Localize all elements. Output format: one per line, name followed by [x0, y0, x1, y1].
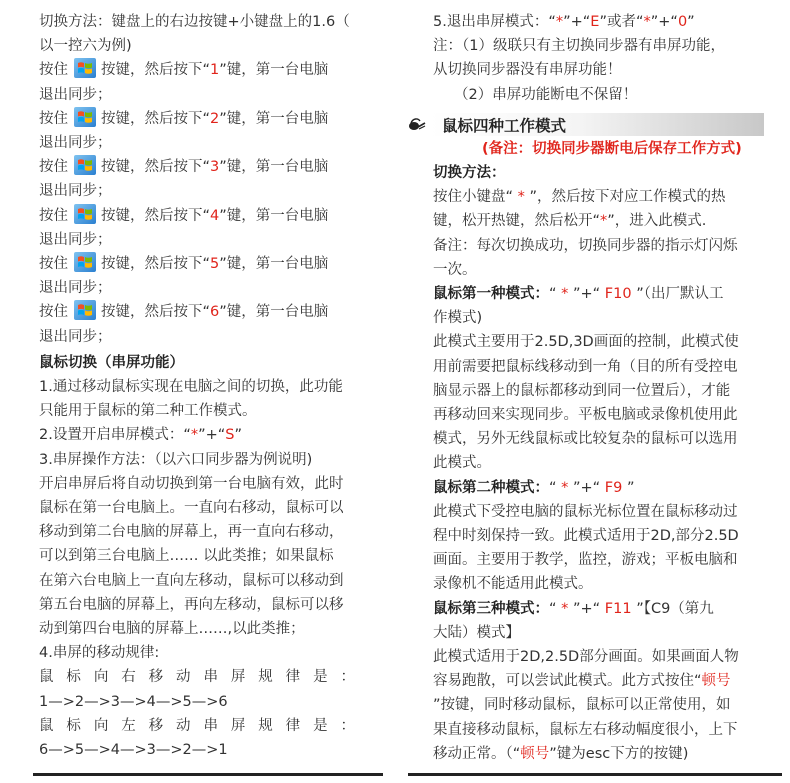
mode-1-desc-3: 脑显示器上的鼠标都移动到同一位置后），才能	[433, 382, 731, 399]
key-number: 6	[210, 304, 220, 321]
rule-char: 动	[176, 717, 191, 734]
press-key-row: 按住 按键，然后按下“5”键，第一台电脑	[39, 252, 365, 276]
rule-char: 左	[121, 717, 136, 734]
paragraph-5: 4.串屏的移动规律:	[39, 645, 160, 662]
switch-title: 切换方法：	[433, 165, 506, 182]
left-column	[39, 10, 365, 762]
rule-char: 移	[148, 669, 164, 686]
switch-line-4: 一次。	[433, 261, 477, 278]
exit-sync-line: 退出同步；	[39, 86, 112, 103]
rule-char: 规	[258, 669, 273, 686]
exit-sync-line: 退出同步；	[39, 183, 112, 200]
mode-1-title: 鼠标第一种模式：“ * ”+“ F10 ”（出厂默认工	[433, 286, 724, 303]
section-header	[408, 113, 780, 137]
mode-3-title: 鼠标第三种模式：“ * ”+“ F11 ”【C9（第九	[433, 600, 714, 617]
switch-line-3: 备注：每次切换成功，切换同步器的指示灯闪烁	[433, 237, 738, 254]
right-move-rule	[39, 665, 355, 689]
windows-logo-icon	[74, 300, 96, 320]
paragraph-2: 2.设置开启串屏模式：“*”+“S”	[39, 427, 243, 444]
mode-1-desc-6: 此模式。	[433, 455, 491, 472]
rule-char: 律	[285, 669, 301, 686]
paragraph-3: 3.串屏操作方法：（以六口同步器为例说明)	[39, 451, 313, 468]
rule-char: ：	[340, 717, 355, 734]
mode-2-desc-1: 此模式下受控电脑的鼠标光标位置在鼠标移动过	[433, 503, 738, 520]
rule-char: 向	[93, 669, 109, 686]
note-1: 注：（1）级联只有主切换同步器有串屏功能，	[433, 38, 725, 55]
switch-method-line-2: 以一控六为例)	[39, 38, 132, 55]
bottom-rule-right	[408, 773, 782, 776]
rule-char: 标	[66, 669, 81, 686]
exit-sync-line: 退出同步；	[39, 231, 112, 248]
mode-3-title-2: 大陆）模式】	[433, 624, 520, 641]
paragraph-4-line-2: 鼠标在第一台电脑上。一直向右移动，鼠标可以	[39, 500, 344, 517]
note-1b: 从切换同步器没有串屏功能！	[433, 62, 622, 79]
mode-1-desc-2: 用前需要把鼠标线移动到一角（目的所有受控电	[433, 358, 738, 375]
mode-1-desc-4: 再移动回来实现同步。平板电脑或录像机使用此	[433, 407, 738, 424]
mouse-switch-title: 鼠标切换（串屏功能）	[39, 354, 184, 371]
press-key-row: 按住 按键，然后按下“2”键，第一台电脑	[39, 107, 365, 131]
windows-logo-icon	[74, 155, 96, 175]
press-key-row: 按住 按键，然后按下“1”键，第一台电脑	[39, 58, 365, 82]
press-key-row: 按住 按键，然后按下“4”键，第一台电脑	[39, 204, 365, 228]
mode-3-desc-4: 果直接移动鼠标，鼠标左右移动幅度很小，上下	[433, 721, 738, 738]
rule-char: 右	[121, 669, 136, 686]
rule-char: 鼠	[39, 717, 54, 734]
rule-char: 串	[203, 669, 218, 686]
windows-logo-icon	[74, 58, 96, 78]
key-number: 4	[210, 207, 220, 224]
mode-1-desc-1: 此模式主要用于2.5D,3D画面的控制，此模式使	[433, 334, 739, 351]
mode-1-title-2: 作模式)	[433, 310, 483, 327]
rule-char: 标	[66, 717, 81, 734]
paragraph-4-line-7: 动到第四台电脑的屏幕上……,以此类推；	[39, 621, 305, 638]
section-note: (备注：切换同步器断电后保存工作方式)	[482, 140, 742, 157]
switch-line-2: 键，松开热键，然后松开“*”，进入此模式.	[433, 213, 707, 230]
mouse-icon	[408, 117, 426, 131]
right-column	[420, 10, 780, 766]
switch-line-1: 按住小键盘“ * ”，然后按下对应工作模式的热	[433, 189, 726, 206]
rule-char: ：	[340, 669, 355, 686]
press-key-row: 按住 按键，然后按下“6”键，第一台电脑	[39, 300, 365, 324]
mode-3-desc-5: 移动正常。（“顿号”键为esc下方的按键)	[433, 745, 689, 762]
rule-char: 串	[203, 717, 218, 734]
left-move-sequence: 6—>5—>4—>3—>2—>1	[39, 742, 228, 759]
mode-3-desc-2: 容易跑散，可以尝试此模式。此方式按住“顿号	[433, 673, 731, 690]
paragraph-4-line-1: 开启串屏后将自动切换到第一台电脑有效，此时	[39, 475, 344, 492]
paragraph-1a: 1.通过移动鼠标实现在电脑之间的切换，此功能	[39, 379, 343, 396]
windows-logo-icon	[74, 107, 96, 127]
exit-sync-line: 退出同步；	[39, 280, 112, 297]
key-number: 1	[210, 62, 220, 79]
mouse-modes-body	[420, 161, 780, 766]
mode-2-desc-4: 录像机不能适用此模式。	[433, 576, 593, 593]
mode-2-title: 鼠标第二种模式：“ * ”+“ F9 ”	[433, 479, 635, 496]
rule-char: 是	[313, 669, 328, 686]
mode-3-desc-3: ”按键，同时移动鼠标，鼠标可以正常使用，如	[433, 697, 731, 714]
paragraph-4-line-6: 第五台电脑的屏幕上，再向左移动，鼠标可以移	[39, 596, 344, 613]
exit-sync-line: 退出同步；	[39, 328, 112, 345]
windows-logo-icon	[74, 252, 96, 272]
mode-3-desc-1: 此模式适用于2D,2.5D部分画面。如果画面人物	[433, 649, 739, 666]
section-title: 鼠标四种工作模式	[442, 116, 567, 135]
mode-2-desc-2: 程中时刻保持一致。此模式适用于2D,部分2.5D	[433, 528, 739, 545]
rule-char: 鼠	[39, 669, 54, 686]
key-number: 3	[210, 159, 220, 176]
mode-2-desc-3: 画面。主要用于教学，监控，游戏；平板电脑和	[433, 552, 738, 569]
key-number: 5	[210, 256, 220, 273]
paragraph-4-line-4: 可以到第三台电脑上…… 以此类推；如果鼠标	[39, 548, 334, 565]
rule-char: 规	[258, 717, 273, 734]
switch-method-line: 切换方法：键盘上的右边按键+小键盘上的1.6（	[39, 14, 350, 30]
rule-char: 屏	[230, 669, 246, 686]
rule-char: 向	[93, 717, 109, 734]
exit-serial-mode: 5.退出串屏模式：“*”+“E”或者“*”+“0”	[433, 14, 695, 30]
rule-char: 是	[313, 717, 328, 734]
windows-logo-icon	[74, 204, 96, 224]
paragraph-4-line-3: 移动到第二台电脑的屏幕上，再一直向右移动，	[39, 524, 344, 541]
mode-1-desc-5: 模式，另外无线鼠标或比较复杂的鼠标可以选用	[433, 431, 738, 448]
left-move-rule	[39, 714, 355, 738]
rule-char: 律	[285, 717, 301, 734]
rule-char: 屏	[230, 717, 246, 734]
bottom-rule-left	[33, 773, 383, 776]
rule-char: 移	[148, 717, 164, 734]
rule-char: 动	[176, 669, 191, 686]
paragraph-1b: 只能用于鼠标的第二种工作模式。	[39, 403, 257, 420]
right-move-sequence: 1—>2—>3—>4—>5—>6	[39, 693, 228, 710]
press-key-list	[39, 58, 365, 348]
press-key-row: 按住 按键，然后按下“3”键，第一台电脑	[39, 155, 365, 179]
note-2: （2）串屏功能断电不保留！	[454, 86, 638, 103]
exit-sync-line: 退出同步；	[39, 135, 112, 152]
paragraph-4-line-5: 在第六台电脑上一直向左移动，鼠标可以移动到	[39, 572, 344, 589]
key-number: 2	[210, 110, 220, 127]
